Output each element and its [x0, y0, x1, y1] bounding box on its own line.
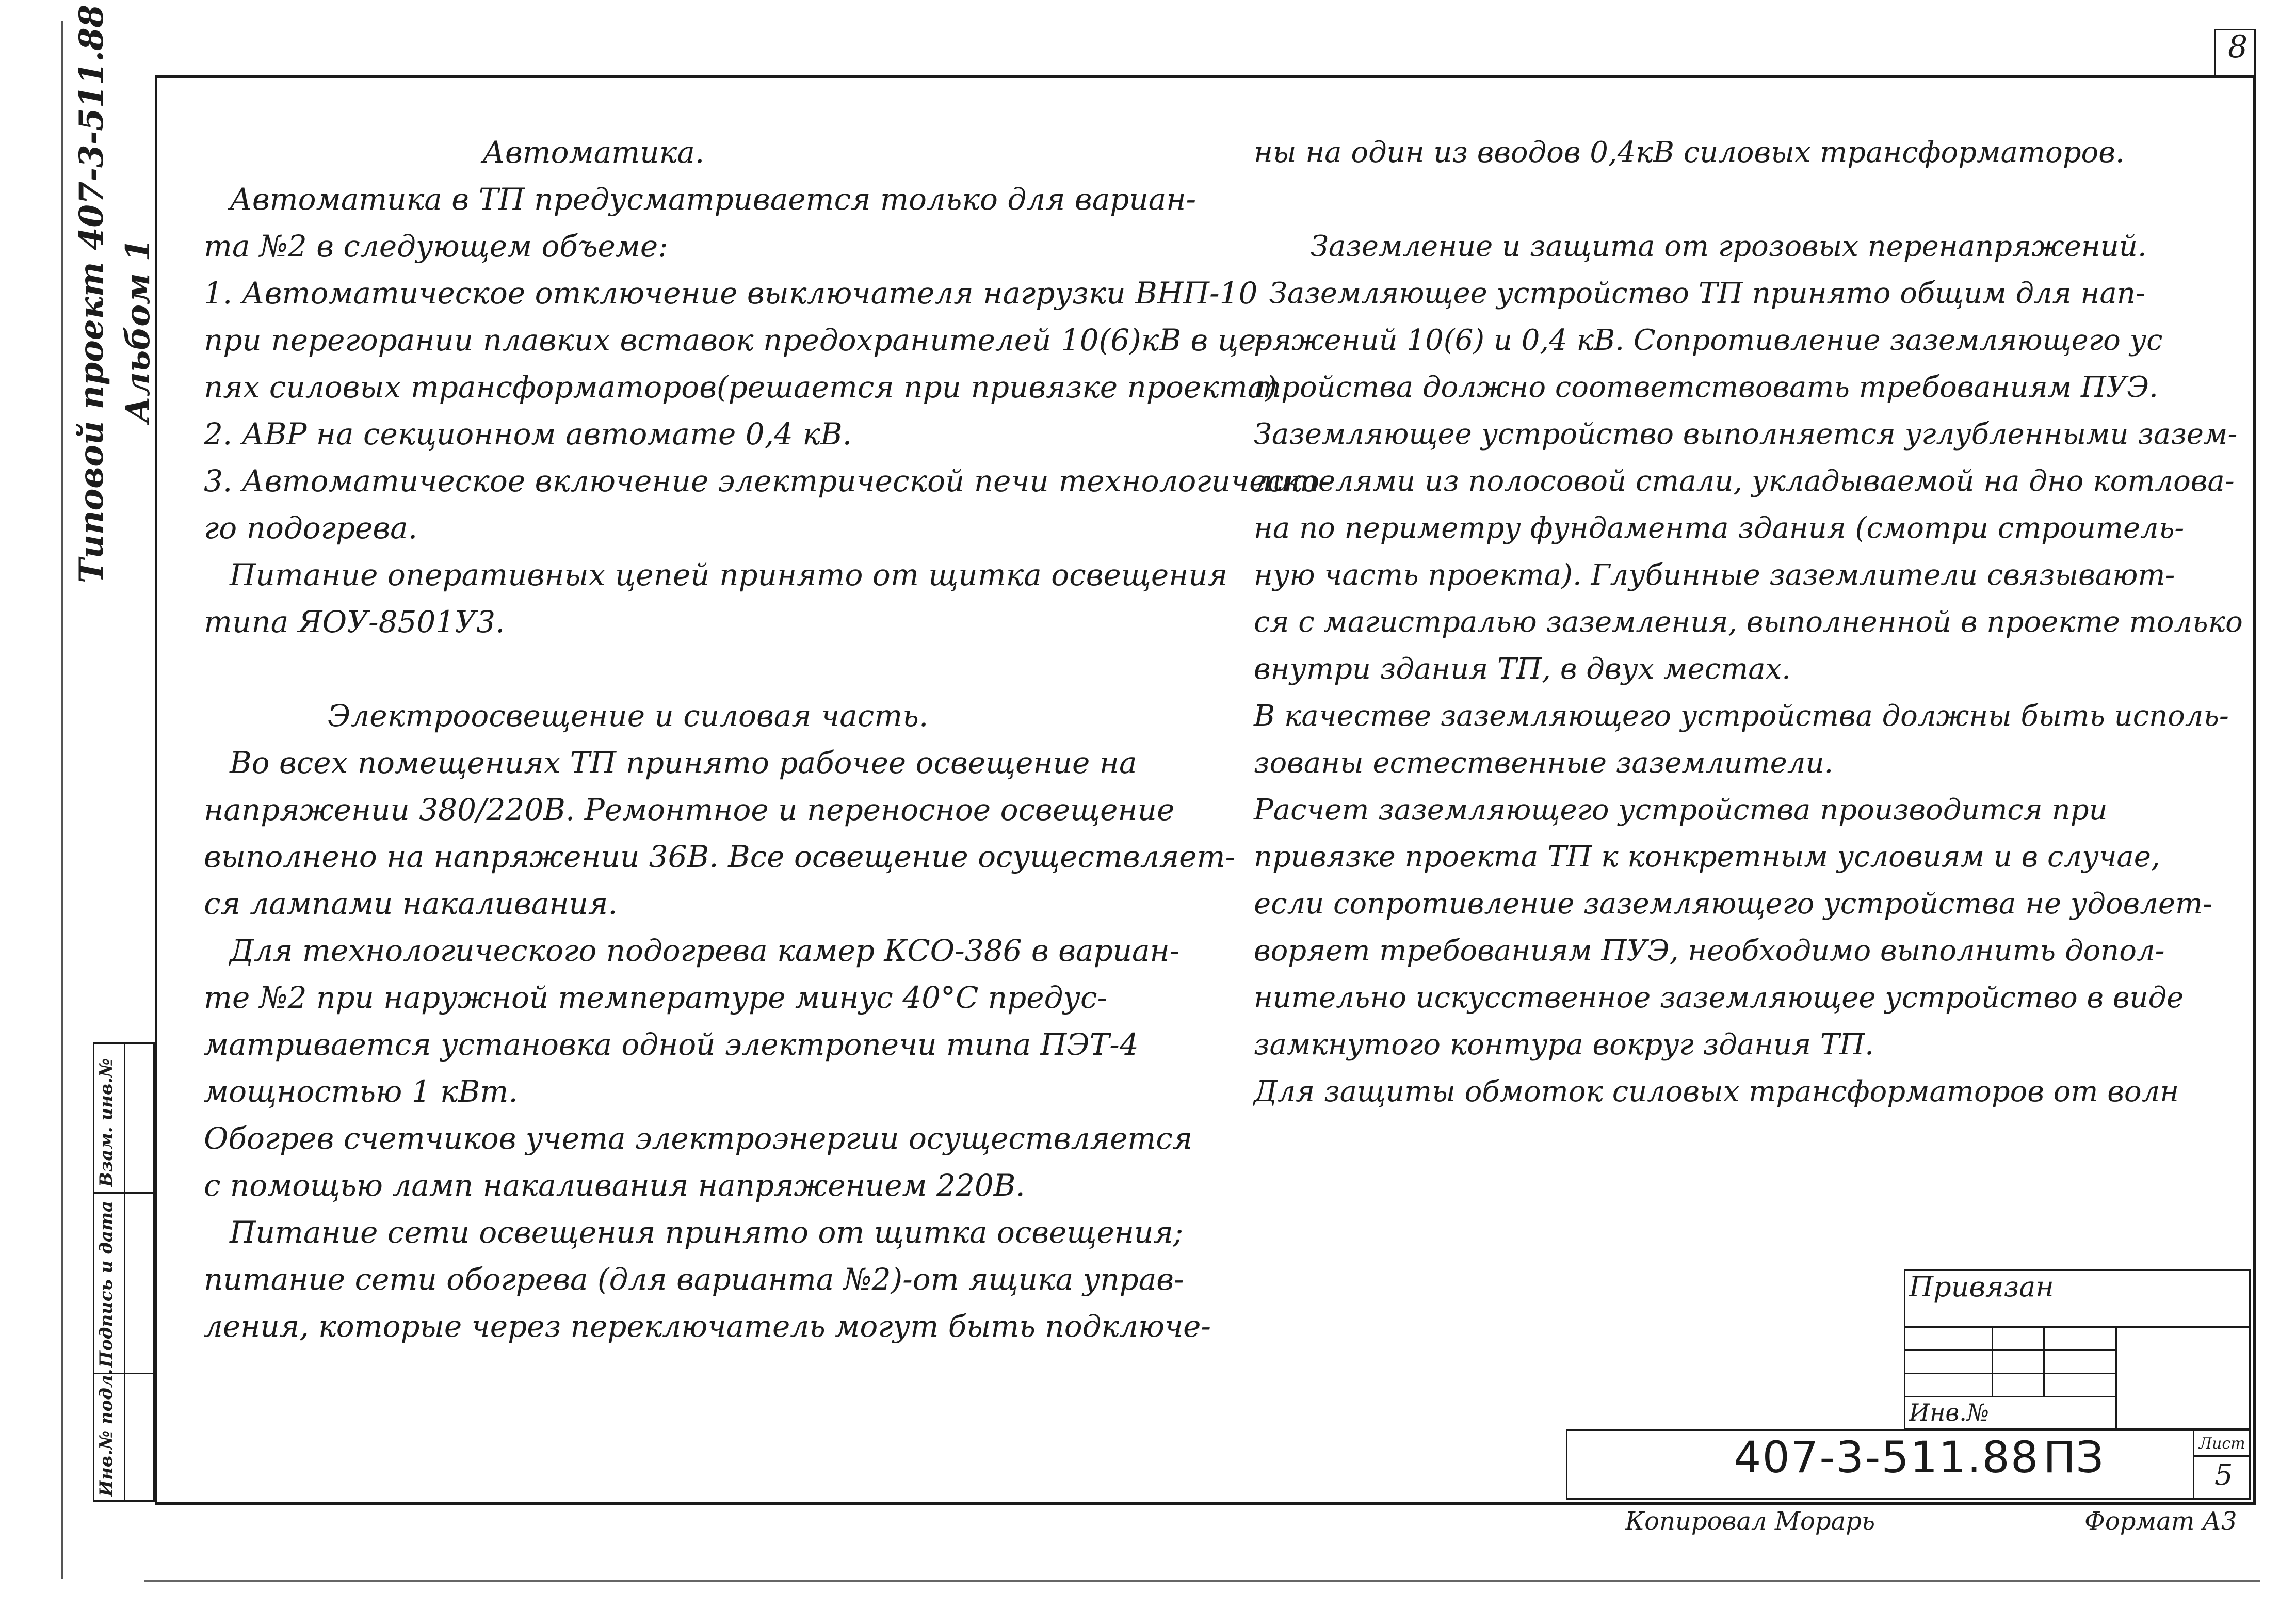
right-column [1254, 129, 2243, 1115]
heading-grounding: Заземление и защита от грозовых перенапряжений. [1311, 230, 2147, 263]
text-line: лителями из полосовой стали, укладываемой на дно котлова- [1254, 464, 2235, 498]
attached-col-3 [2115, 1326, 2117, 1429]
side-stamp-replace: Взам. инв.№ [96, 1058, 117, 1187]
text-line: та №2 в следующем объеме: [204, 229, 668, 264]
sheet-cell-divider [2193, 1429, 2194, 1500]
text-line: ны на один из вводов 0,4кВ силовых трансформаторов. [1254, 136, 2125, 169]
side-album: Альбом 1 [119, 238, 157, 423]
attached-row-2 [1904, 1349, 2115, 1351]
text-line: пях силовых трансформаторов(решается при привязке проекта) [204, 369, 1278, 405]
attached-row-4 [1904, 1396, 2115, 1397]
text-line: го подогрева. [204, 510, 418, 545]
side-stamp-divider-v [124, 1042, 125, 1502]
text-line: ления, которые через переключатель могут быть подключе- [204, 1309, 1211, 1344]
side-stamp-inv: Инв.№ подл. [96, 1369, 117, 1497]
text-line: Заземляющее устройство выполняется углубленными зазем- [1254, 417, 2238, 451]
text-line: привязке проекта ТП к конкретным условиям и в случае, [1254, 840, 2160, 874]
sheet-corner-number: 8 [2228, 29, 2248, 65]
attached-row-3 [1904, 1373, 2115, 1374]
attached-label: Привязан [1909, 1271, 2054, 1303]
text-line: на по периметру фундамента здания (смотри строитель- [1254, 511, 2185, 545]
text-line: Заземляющее устройство ТП принято общим для нап- [1269, 277, 2145, 310]
text-line: 2. АВР на секционном автомате 0,4 кВ. [204, 416, 852, 452]
text-line: Расчет заземляющего устройства производится при [1254, 793, 2108, 827]
text-line: Для технологического подогрева камер КСО-386 в вариан- [230, 933, 1180, 968]
sheet-label: Лист [2199, 1435, 2245, 1453]
document-type: ПЗ [2043, 1432, 2104, 1483]
inv-label: Инв.№ [1909, 1398, 1990, 1426]
heading-lighting: Электроосвещение и силовая часть. [328, 698, 929, 733]
text-line: тройства должно соответствовать требованиям ПУЭ. [1254, 371, 2158, 404]
text-line: те №2 при наружной температуре минус 40°С предус- [204, 980, 1108, 1015]
text-line: ся лампами накаливания. [204, 886, 618, 921]
text-line: Автоматика в ТП предусматривается только для вариан- [230, 182, 1196, 217]
sheet-cell-row [2193, 1455, 2251, 1457]
text-line: ся с магистралью заземления, выполненной в проекте только [1254, 605, 2243, 639]
text-line: ряжений 10(6) и 0,4 кВ. Сопротивление заземляющего ус [1254, 324, 2163, 357]
text-line: Питание сети освещения принято от щитка освещения; [230, 1215, 1184, 1250]
text-line: 1. Автоматическое отключение выключателя нагрузки ВНП-10 [204, 276, 1258, 311]
sheet-number: 5 [2214, 1458, 2233, 1492]
text-line: ную часть проекта). Глубинные заземлители связывают- [1254, 558, 2175, 592]
text-line: типа ЯОУ-8501У3. [204, 604, 505, 639]
copied-by: Копировал Морарь [1625, 1507, 1875, 1536]
text-line: напряжении 380/220В. Ремонтное и переносное освещение [204, 792, 1175, 827]
attached-col-1 [1992, 1326, 1993, 1396]
attached-row-1 [1904, 1326, 2251, 1328]
text-line: матривается установка одной электропечи типа ПЭТ-4 [204, 1027, 1139, 1062]
text-line: 3. Автоматическое включение электрической печи технологическо- [204, 463, 1330, 499]
text-line: Во всех помещениях ТП принято рабочее освещение на [230, 745, 1137, 780]
left-column [204, 129, 1330, 1350]
text-line: выполнено на напряжении 36В. Все освещение осуществляет- [204, 839, 1236, 874]
heading-automation: Автоматика. [482, 135, 705, 170]
text-line: Обогрев счетчиков учета электроэнергии осуществляется [204, 1121, 1193, 1156]
text-line: зованы естественные заземлители. [1254, 746, 1834, 780]
text-line: нительно искусственное заземляющее устройство в виде [1254, 981, 2184, 1015]
side-project-title: Типовой проект 407-3-511.88 [72, 4, 111, 583]
text-line: замкнутого контура вокруг здания ТП. [1254, 1028, 1874, 1062]
attached-col-2 [2043, 1326, 2045, 1396]
sheet-edge-left [61, 21, 63, 1579]
side-stamp-signature: Подпись и дата [96, 1200, 117, 1368]
text-line: мощностью 1 кВт. [204, 1074, 518, 1109]
text-line: при перегорании плавких вставок предохранителей 10(6)кВ в це- [204, 323, 1267, 358]
paper-format: Формат А3 [2084, 1507, 2237, 1536]
text-line: питание сети обогрева (для варианта №2)-от ящика управ- [204, 1262, 1184, 1297]
text-line: В качестве заземляющего устройства должны быть исполь- [1254, 699, 2229, 733]
text-line: с помощью ламп накаливания напряжением 220В. [204, 1168, 1025, 1203]
text-line: воряет требованиям ПУЭ, необходимо выполнить допол- [1254, 934, 2165, 968]
text-line: Для защиты обмоток силовых трансформаторов от волн [1254, 1075, 2179, 1108]
sheet-edge-bottom [144, 1580, 2260, 1582]
text-line: если сопротивление заземляющего устройства не удовлет- [1254, 887, 2213, 921]
text-line: внутри здания ТП, в двух местах. [1254, 652, 1791, 686]
document-code: 407-3-511.88 [1734, 1432, 2040, 1483]
text-line: Питание оперативных цепей принято от щитка освещения [230, 557, 1228, 592]
